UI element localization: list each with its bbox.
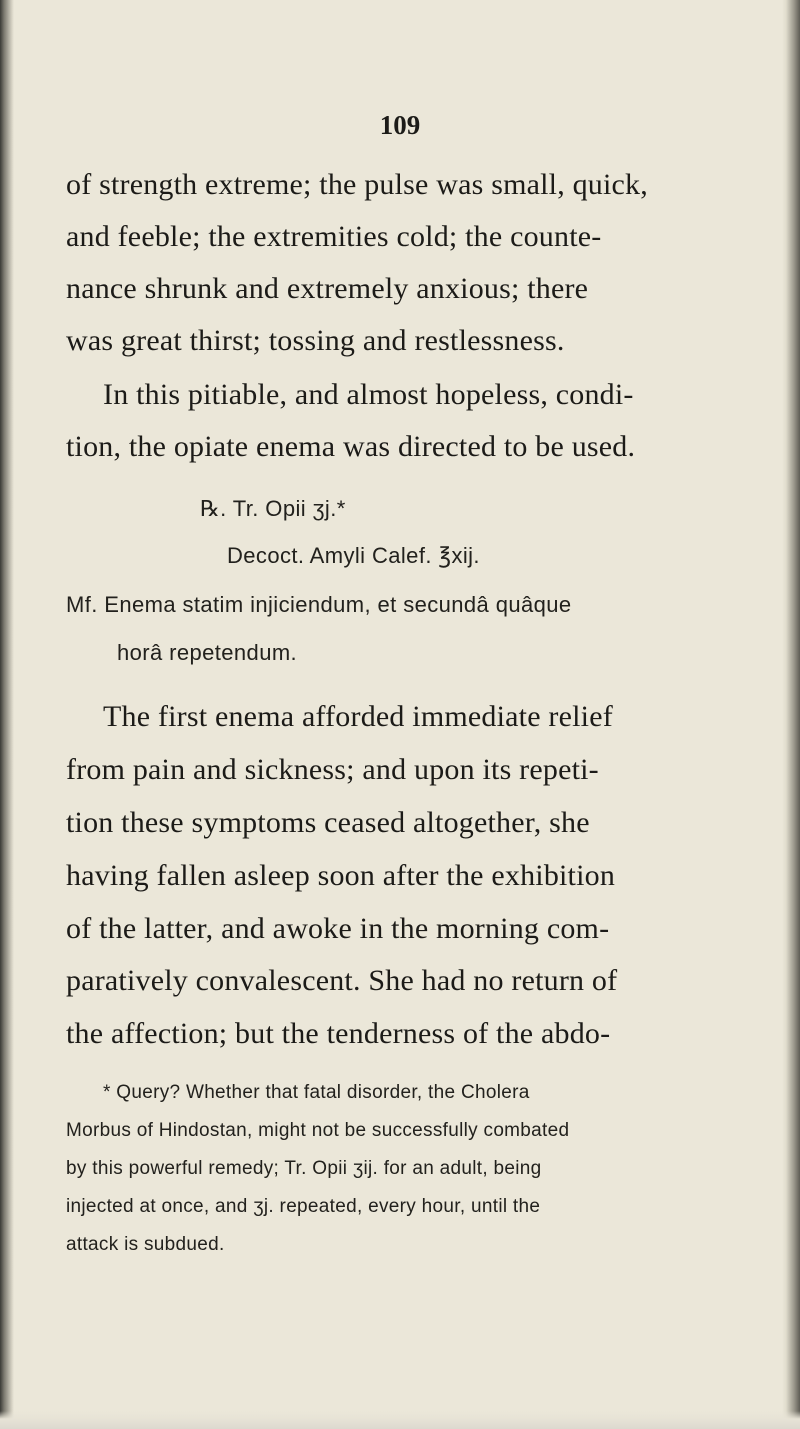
prescription-line-1: ℞. Tr. Opii ʒj.* xyxy=(200,496,346,521)
paragraph2-line-1: In this pitiable, and almost hopeless, condi- xyxy=(103,378,634,411)
page-number: 109 xyxy=(379,110,421,140)
page-bottom-edge xyxy=(0,1411,800,1429)
page-right-shadow xyxy=(782,0,800,1429)
footnote-line-4: injected at once, and ʒj. repeated, every hour, until the xyxy=(66,1196,541,1217)
prescription-line-2: Decoct. Amyli Calef. ℥xij. xyxy=(227,543,480,568)
paragraph1-line-4: was great thirst; tossing and restlessness. xyxy=(66,324,565,357)
paragraph3-line-4: having fallen asleep soon after the exhibition xyxy=(66,859,616,892)
prescription-line-3: Mf. Enema statim injiciendum, et secundâ quâque xyxy=(66,592,572,617)
paragraph3-line-1: The first enema afforded immediate relief xyxy=(103,700,613,733)
paragraph3-line-5: of the latter, and awoke in the morning com- xyxy=(66,912,610,945)
paragraph2-line-2: tion, the opiate enema was directed to be used. xyxy=(66,430,636,463)
paragraph3-line-3: tion these symptoms ceased altogether, she xyxy=(66,806,590,839)
paragraph1-line-3: nance shrunk and extremely anxious; there xyxy=(66,272,589,305)
paragraph3-line-6: paratively convalescent. She had no return of xyxy=(66,964,618,997)
footnote-line-5: attack is subdued. xyxy=(66,1234,225,1255)
page-left-shadow xyxy=(0,0,14,1429)
paragraph3-line-7: the affection; but the tenderness of the abdo- xyxy=(66,1017,611,1050)
prescription-line-4: horâ repetendum. xyxy=(117,640,298,665)
footnote-line-2: Morbus of Hindostan, might not be successfully combated xyxy=(66,1120,570,1141)
paragraph3-line-2: from pain and sickness; and upon its repeti- xyxy=(66,753,599,786)
paragraph1-line-1: of strength extreme; the pulse was small, quick, xyxy=(66,168,648,201)
paragraph1-line-2: and feeble; the extremities cold; the counte- xyxy=(66,220,602,253)
footnote-line-3: by this powerful remedy; Tr. Opii ʒij. for an adult, being xyxy=(66,1158,542,1179)
footnote-line-1: * Query? Whether that fatal disorder, the Cholera xyxy=(103,1082,530,1103)
